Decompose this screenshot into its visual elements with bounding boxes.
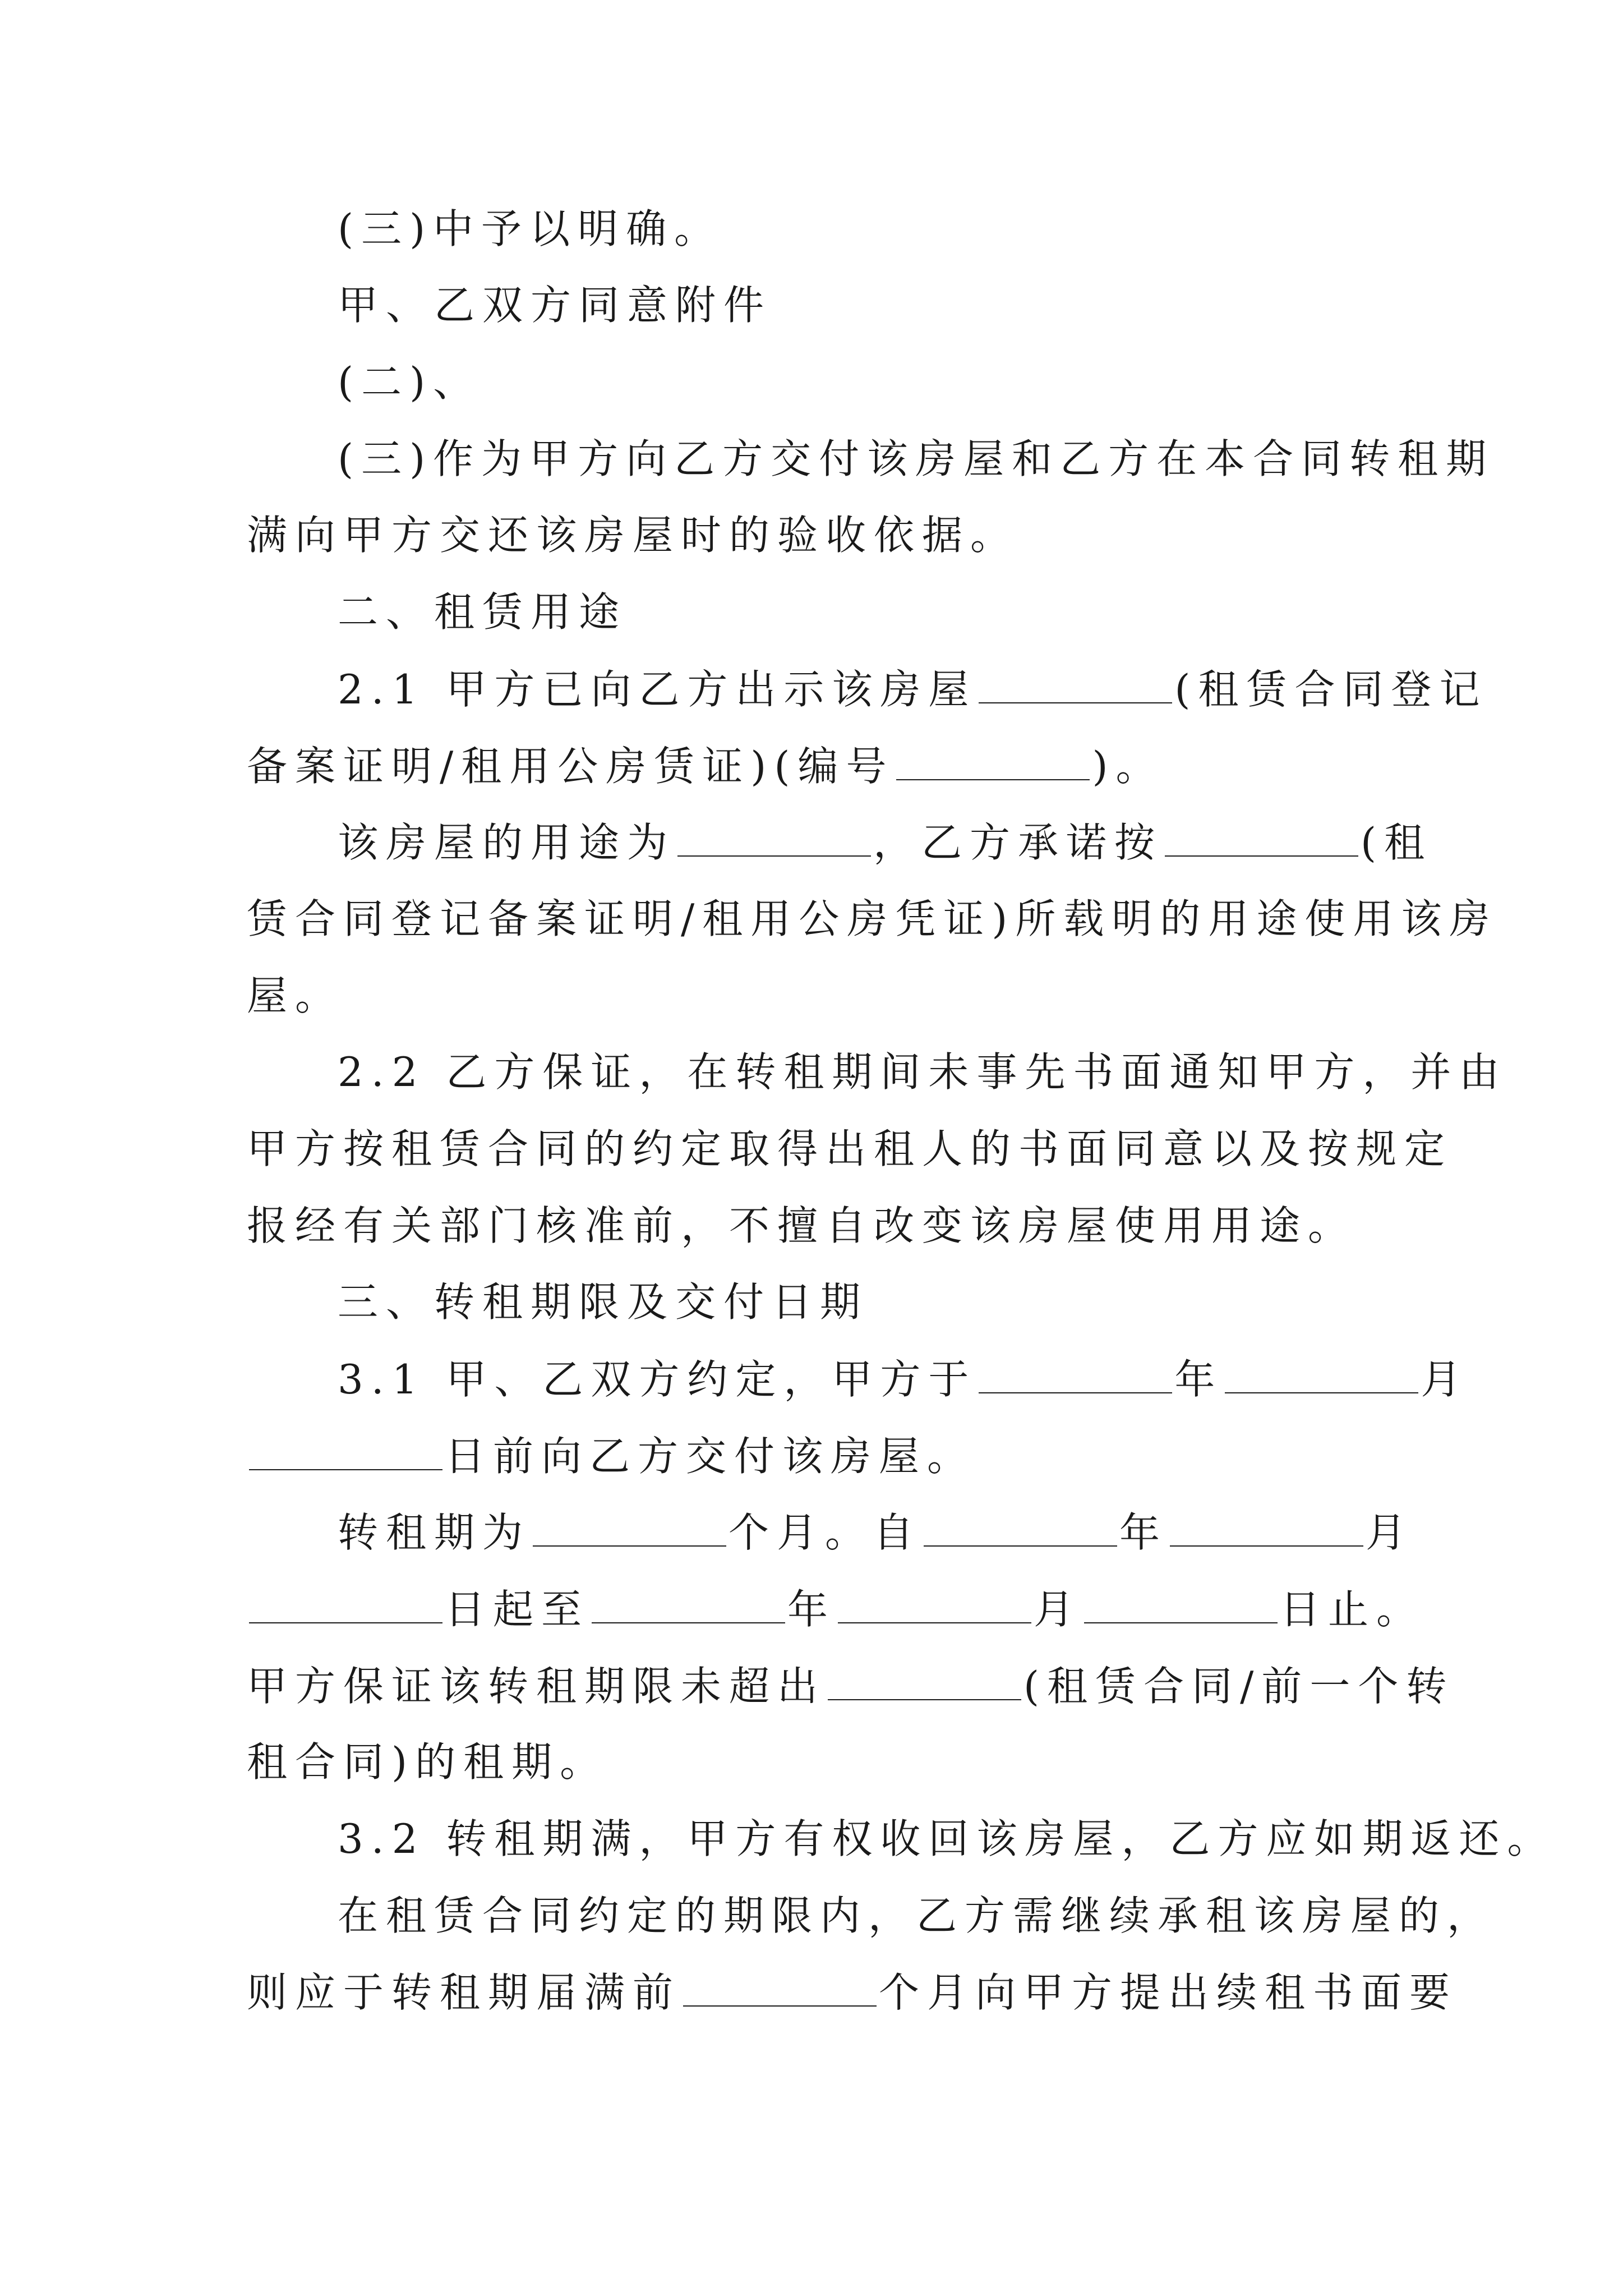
fill-in-blank[interactable] [979,669,1172,703]
text: 租合同)的租期。 [247,1738,608,1786]
fill-in-blank[interactable] [838,1589,1031,1623]
fill-in-blank[interactable] [1084,1589,1278,1623]
line-3 [338,358,1403,406]
line-5 [247,512,1402,559]
text: (租 [1361,819,1433,866]
fill-in-blank[interactable] [592,1589,785,1623]
fill-in-blank[interactable] [1165,822,1358,857]
text: (租赁合同登记 [1174,666,1488,713]
text: (三)作为甲方向乙方交付该房屋和乙方在本合同转租期 [338,435,1495,482]
fill-in-blank[interactable] [1225,1359,1418,1393]
text: 日前向乙方交付该房屋。 [445,1433,976,1480]
line-9 [338,819,1433,866]
text: (二)、 [338,358,482,406]
fill-in-blank[interactable] [979,1359,1172,1393]
text: 个月。自 [728,1509,922,1556]
line-8 [247,743,1402,790]
text: 3.1 甲、乙双方约定，甲方于 [338,1356,977,1403]
line-20 [247,1663,1455,1710]
text: 转租期为 [338,1509,531,1556]
line-2 [338,282,1403,329]
fill-in-blank[interactable] [677,822,871,857]
section-heading-3 [338,1278,1403,1326]
text: 三、转租期限及交付日期 [338,1278,869,1326]
line-11 [247,972,1402,1019]
text: 甲方保证该转租期限未超出 [247,1663,826,1710]
line-18 [338,1509,1414,1556]
section-heading-2 [338,588,1403,636]
line-7 [338,666,1488,713]
line-24 [247,1969,1458,2016]
line-16 [338,1356,1469,1403]
text: 日止。 [1280,1586,1425,1633]
text: 则应于转租期届满前 [247,1969,681,2016]
text: )。 [1092,743,1164,790]
text: 屋。 [247,972,344,1019]
text: 备案证明/租用公房赁证)(编号 [247,743,895,790]
line-23 [338,1892,1496,1939]
line-10 [247,895,1498,942]
line-21 [247,1738,1402,1786]
text: 报经有关部门核准前，不擅自改变该房屋使用用途。 [247,1202,1357,1249]
fill-in-blank[interactable] [896,746,1090,780]
text: 二、租赁用途 [338,588,628,636]
text: 在租赁合同约定的期限内，乙方需继续承租该房屋的， [338,1892,1496,1939]
fill-in-blank[interactable] [249,1435,442,1470]
line-12 [338,1048,1507,1096]
text: 3.2 转租期满，甲方有权收回该房屋，乙方应如期返还。 [338,1815,1556,1862]
fill-in-blank[interactable] [249,1589,442,1623]
text: 甲方按租赁合同的约定取得出租人的书面同意以及按规定 [247,1125,1453,1172]
line-17 [247,1433,1402,1480]
text: 2.2 乙方保证，在转租期间未事先书面通知甲方，并由 [338,1048,1507,1096]
text: 该房屋的用途为 [338,819,676,866]
text: 赁合同登记备案证明/租用公房凭证)所载明的用途使用该房 [247,895,1498,942]
fill-in-blank[interactable] [683,1972,877,2007]
fill-in-blank[interactable] [924,1512,1117,1547]
text: 月 [1421,1356,1469,1403]
text: 日起至 [445,1586,590,1633]
text: 满向甲方交还该房屋时的验收依据。 [247,512,1019,559]
line-14 [247,1202,1402,1249]
line-13 [247,1125,1453,1172]
text: ，乙方承诺按 [873,819,1163,866]
text: 年 [1174,1356,1223,1403]
fill-in-blank[interactable] [1170,1512,1363,1547]
text: 月 [1034,1586,1082,1633]
text: 年 [1119,1509,1168,1556]
fill-in-blank[interactable] [533,1512,726,1547]
fill-in-blank[interactable] [828,1665,1021,1700]
line-4 [338,435,1495,482]
line-22 [338,1815,1556,1862]
text: (租赁合同/前一个转 [1023,1663,1455,1710]
text: 2.1 甲方已向乙方出示该房屋 [338,666,977,713]
text: 个月向甲方提出续租书面要 [879,1969,1458,2016]
text: 月 [1366,1509,1414,1556]
text: 年 [787,1586,836,1633]
line-19 [247,1586,1425,1633]
text: 甲、乙双方同意附件 [338,282,772,329]
text: (三)中予以明确。 [338,205,723,252]
line-1 [338,205,1403,252]
